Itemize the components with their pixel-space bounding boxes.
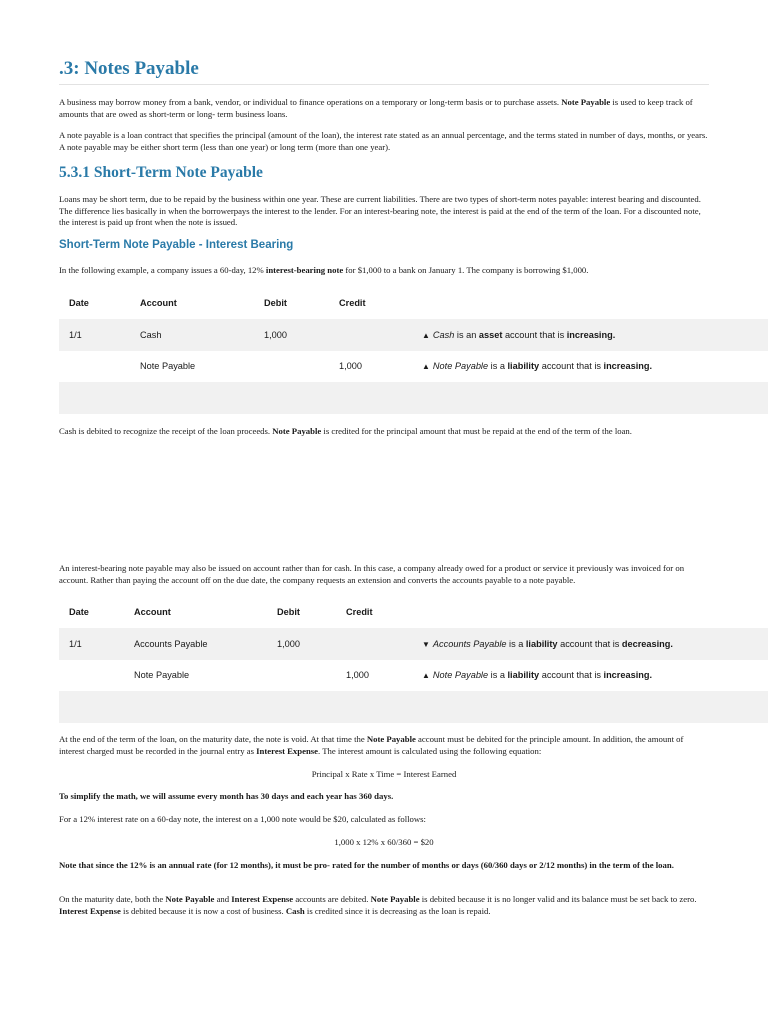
triangle-up-icon: ▲ — [422, 330, 430, 340]
section-title: 5.3.1 Short-Term Note Payable — [59, 164, 263, 181]
maturity-text-2: account must be debited for the principle amount. In addition, the amount of interest charged must be recorded in the journal entry as — [59, 734, 684, 756]
maturity-bold-1: Note Payable — [366, 734, 416, 744]
example-text-tail: for $1,000 to a bank on January 1. The company is borrowing $1,000. — [343, 265, 589, 275]
intro-paragraph-1 — [59, 97, 709, 120]
row-date: 1/1 — [69, 329, 82, 340]
header-debit: Debit — [277, 607, 300, 617]
intro-bold: Note Payable — [561, 97, 611, 107]
note-type: liability — [525, 638, 558, 649]
row-credit: 1,000 — [339, 361, 362, 372]
final-bold-5: Cash — [285, 905, 305, 916]
row-account: Cash — [140, 329, 162, 340]
header-account: Account — [134, 607, 171, 617]
row-account: Note Payable — [140, 361, 196, 372]
note-type: asset — [478, 329, 503, 340]
header-debit: Debit — [264, 298, 287, 308]
final-paragraph — [59, 894, 709, 917]
note-text-2: account that is — [502, 329, 567, 340]
header-account: Account — [140, 298, 177, 308]
subsection-title: Short-Term Note Payable - Interest Bearing — [59, 239, 294, 251]
journal-table-2 — [59, 596, 768, 723]
note-account: Note Payable — [432, 361, 489, 372]
triangle-down-icon: ▼ — [422, 639, 430, 649]
example-text: In the following example, a company issues a 60-day, 12% — [59, 265, 266, 275]
maturity-bold-2: Interest Expense — [256, 745, 319, 756]
final-text-2: and — [214, 894, 232, 904]
note-account: Note Payable — [432, 670, 489, 681]
final-bold-2: Interest Expense — [231, 894, 294, 904]
explanation-bold: Note Payable — [272, 426, 322, 436]
table-row-empty — [59, 691, 768, 723]
note-type: liability — [507, 670, 540, 681]
equation-2: 1,000 x 12% x 60/360 = $20 — [334, 837, 434, 847]
simplify-note: To simplify the math, we will assume every month has 30 days and each year has 360 days. — [59, 791, 394, 801]
maturity-text-3: . The interest amount is calculated using the following equation: — [318, 745, 542, 756]
row-account: Note Payable — [134, 670, 190, 681]
final-text-3: accounts are debited. — [293, 894, 371, 904]
explanation-text-tail: is credited for the principal amount that must be repaid at the end of the term of the loan. — [321, 426, 632, 436]
table-row — [59, 351, 768, 383]
table-header-row — [59, 596, 768, 628]
header-credit: Credit — [339, 298, 366, 308]
note-account: Accounts Payable — [432, 638, 507, 649]
row-date: 1/1 — [69, 638, 82, 649]
final-text-6: is credited since it is decreasing as the loan is repaid. — [304, 905, 491, 916]
table-row — [59, 319, 768, 351]
example-bold: interest-bearing note — [265, 265, 344, 275]
note-text: is an — [454, 329, 479, 340]
header-credit: Credit — [346, 607, 373, 617]
note-text-2: account that is — [539, 361, 604, 372]
final-bold-4: Interest Expense — [59, 905, 121, 916]
table-header-row — [59, 287, 768, 319]
example-paragraph — [59, 265, 709, 277]
account-paragraph: An interest-bearing note payable may also be issued on account rather than for cash. In this case, a company already owed for a product or service it previously was invoiced for on account. Rather than paying the account off on the due date, the company requests an extension and converts the accounts payable to a note payable. — [59, 563, 685, 585]
row-explanation — [422, 330, 615, 340]
final-bold-3: Note Payable — [370, 894, 420, 904]
triangle-up-icon: ▲ — [422, 671, 430, 681]
row-explanation — [422, 639, 673, 649]
equation-1: Principal x Rate x Time = Interest Earned — [311, 769, 457, 779]
page-title: .3: Notes Payable — [59, 58, 199, 79]
row-explanation — [422, 361, 652, 371]
note-text-2: account that is — [539, 670, 604, 681]
note-text: is a — [488, 670, 508, 681]
note-account: Cash — [432, 329, 455, 340]
journal-table-1 — [59, 287, 768, 414]
table-row — [59, 660, 768, 692]
note-text-2: account that is — [557, 638, 622, 649]
intro-paragraph-2: A note payable is a loan contract that specifies the principal (amount of the loan), the interest rate stated as an annual percentage, and the terms stated in number of days, months, or years. A note payable may be either short term (less than one year) or long term (more than one year). — [59, 130, 708, 152]
row-explanation — [422, 670, 652, 680]
note-direction: increasing. — [566, 329, 616, 340]
final-text-4: is debited because it is no longer valid and its balance must be set back to zero. — [419, 894, 697, 904]
table-row — [59, 628, 768, 660]
row-credit: 1,000 — [346, 670, 369, 681]
final-text-5: is debited because it is now a cost of business. — [120, 905, 286, 916]
note-text: is a — [488, 361, 508, 372]
example-2-paragraph: For a 12% interest rate on a 60-day note, the interest on a 1,000 note would be $20, calculated as follows: — [59, 814, 426, 824]
table-row-empty — [59, 382, 768, 414]
intro-text-tail: is used to keep track of amounts that are owed as short-term or long- term business loans. — [59, 97, 693, 119]
note-direction: increasing. — [603, 670, 653, 681]
explanation-paragraph-1 — [59, 426, 709, 438]
final-text-1: On the maturity date, both the — [59, 894, 166, 904]
maturity-paragraph — [59, 734, 709, 757]
explanation-text: Cash is debited to recognize the receipt of the loan proceeds. — [59, 426, 273, 436]
row-debit: 1,000 — [264, 329, 287, 340]
header-date: Date — [69, 298, 89, 308]
maturity-text-1: At the end of the term of the loan, on the maturity date, the note is void. At that time the — [59, 734, 367, 744]
row-account: Accounts Payable — [134, 638, 208, 649]
header-date: Date — [69, 607, 89, 617]
note-direction: increasing. — [603, 361, 653, 372]
note-direction: decreasing. — [621, 638, 673, 649]
prorate-note: Note that since the 12% is an annual rate (for 12 months), it must be pro- rated for the number of months or days (60/360 days or 2/12 months) in the term of the loan. — [59, 860, 674, 870]
title-divider — [59, 84, 709, 85]
triangle-up-icon: ▲ — [422, 362, 430, 372]
section-paragraph: Loans may be short term, due to be repaid by the business within one year. These are current liabilities. There are two types of short-term notes payable: interest bearing and discounted. The difference lies basically in when the borrowerpays the interest to the lender. For an interest-bearing note, the interest is paid at the end of the term of the loan. For a discounted note, the interest is paid up front when the note is issued. — [59, 194, 701, 228]
intro-text: A business may borrow money from a bank, vendor, or individual to finance operations on a temporary or long-term basis or to purchase assets. — [59, 97, 562, 107]
note-type: liability — [507, 361, 540, 372]
note-text: is a — [506, 638, 526, 649]
final-bold-1: Note Payable — [165, 894, 215, 904]
row-debit: 1,000 — [277, 638, 300, 649]
